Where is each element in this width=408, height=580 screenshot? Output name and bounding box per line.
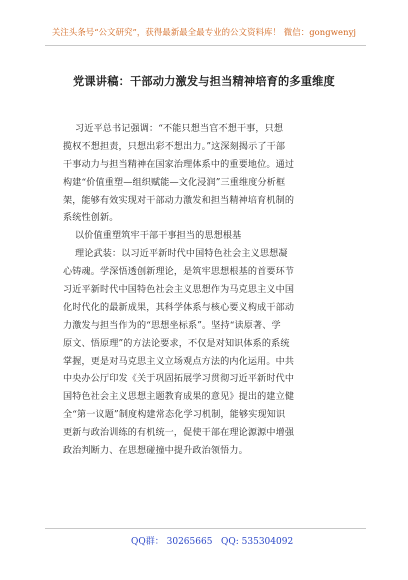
paragraph-line: 理论武装：以习近平新时代中国特色社会主义思想凝 xyxy=(75,249,288,260)
paragraph-line: 国特色社会主义思想主题教育成果的意见》提出的建立健 xyxy=(63,392,295,403)
page-footer xyxy=(0,535,408,549)
paragraph-line: 原文、悟原理”的方法论要求，不仅是对知识体系的系统 xyxy=(63,338,290,349)
paragraph-line: 中央办公厅印发《关于巩固拓展学习贯彻习近平新时代中 xyxy=(63,374,295,385)
document-title: 党课讲稿：干部动力激发与担当精神培育的多重维度 xyxy=(73,74,335,88)
paragraph-line: 习近平总书记强调：“不能只想当官不想干事，只想 xyxy=(75,124,284,134)
paragraph-line: 力激发与担当作为的“思想坐标系”。坚持“读原著、学 xyxy=(63,320,281,331)
paragraph-line: 掌握，更是对马克思主义立场观点方法的内化运用。中共 xyxy=(63,356,295,367)
paragraph-line: 架，能够有效实现对干部动力激发和担当精神培育机制的 xyxy=(63,195,295,206)
document-body xyxy=(63,121,342,461)
section-heading: 以价值重塑筑牢干部干事担当的思想根基 xyxy=(75,231,242,242)
promo-banner xyxy=(24,26,384,38)
paragraph-line: 构建“价值重塑—组织赋能—文化浸润”三重维度分析框 xyxy=(63,177,286,188)
qq-group-number: QQ群： 30265665 xyxy=(131,537,213,547)
paragraph-line: 揽权不想担责，只想出彩不想出力。”这深刻揭示了干部 xyxy=(63,141,286,152)
paragraph-line: 习近平新时代中国特色社会主义思想作为马克思主义中国 xyxy=(63,285,295,296)
paragraph-line: 心铸魂。学深悟透创新理论，是筑牢思想根基的首要环节 xyxy=(63,267,295,278)
qq-number: QQ: 535304092 xyxy=(221,537,294,547)
paragraph-line: 化时代化的最新成果，其科学体系与核心要义构成干部动 xyxy=(63,302,295,313)
paragraph-line: 政治判断力、在思想碰撞中提升政治领悟力。 xyxy=(63,446,248,457)
paragraph-line: 干事动力与担当精神在国家治理体系中的重要地位。通过 xyxy=(63,159,295,170)
paragraph-line: 全“第一议题”制度构建常态化学习机制，能够实现知识 xyxy=(63,410,286,421)
paragraph-line: 更新与政治训练的有机统一，促使干部在理论源源中增强 xyxy=(63,428,295,439)
paragraph-line: 系统性创新。 xyxy=(63,213,119,224)
header-divider xyxy=(45,45,366,46)
promo-banner-text: 关注头条号“公文研究”，获得最新最全最专业的公文资料库！ 微信：gongwenyj xyxy=(51,27,357,37)
footer-divider xyxy=(45,528,366,529)
